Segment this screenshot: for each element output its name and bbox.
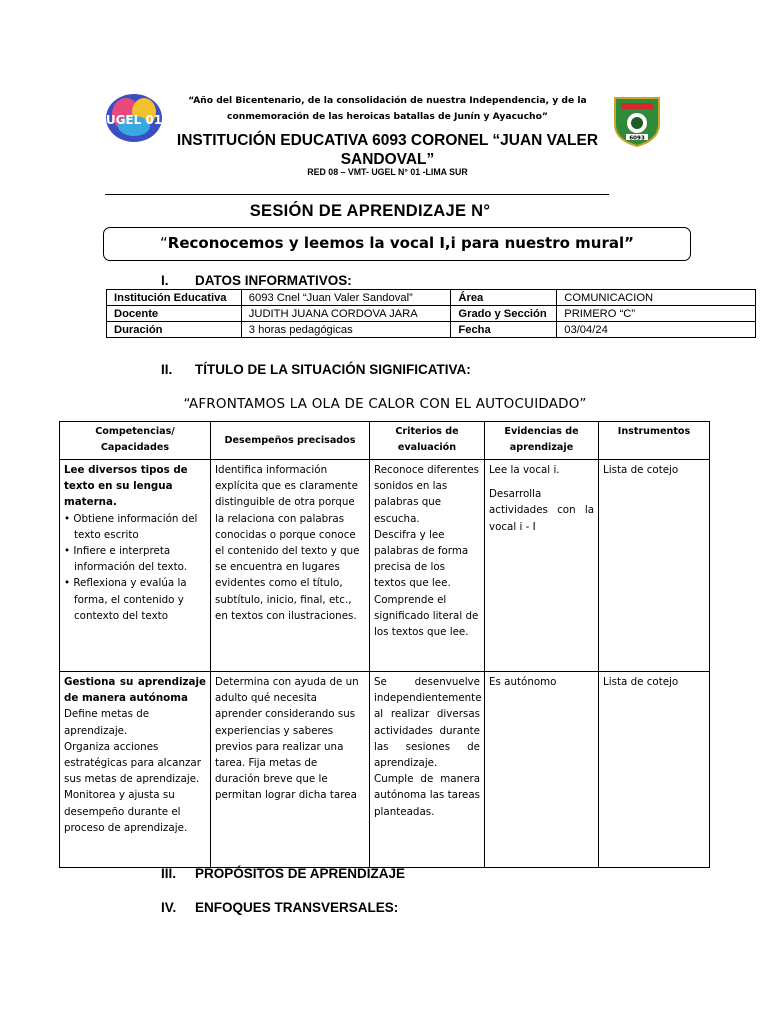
subtitle-text: Reconocemos y leemos la vocal I,i para nuestro mural” xyxy=(167,234,634,252)
info-label: Fecha xyxy=(451,322,557,338)
session-title: SESIÓN DE APRENDIZAJE N° xyxy=(249,202,491,220)
evidence-item: Lee la vocal i. xyxy=(489,464,560,476)
criterion-item: Comprende el significado literal de los textos que lee. xyxy=(374,593,479,639)
table-row xyxy=(107,322,756,338)
criterion-item: Reconoce diferentes sonidos en las palabras que escucha. xyxy=(374,464,480,525)
capacity-item: • Infiere e interpreta información del texto. xyxy=(64,545,188,574)
column-header: Criterios de evaluación xyxy=(370,422,485,460)
info-label: Docente xyxy=(107,306,242,322)
network-line: RED 08 – VMT- UGEL N° 01 -LIMA SUR xyxy=(307,167,468,177)
info-value: PRIMERO “C” xyxy=(557,306,756,322)
evidence-item: Desarrolla actividades con la vocal i - I xyxy=(489,488,594,533)
school-crest-logo xyxy=(612,94,662,148)
competencies-table xyxy=(59,421,710,868)
evidence-cell xyxy=(485,460,599,672)
capacity-item: • Obtiene información del texto escrito xyxy=(64,512,198,541)
instrument-cell: Lista de cotejo xyxy=(599,460,710,672)
section-titulo-situacion xyxy=(161,362,471,378)
section-propositos xyxy=(161,866,405,882)
section-number: III. xyxy=(161,866,177,881)
capacity-item: Monitorea y ajusta su desempeño durante el proceso de aprendizaje. xyxy=(64,789,188,834)
capacity-item: Organiza acciones estratégicas para alcanzar sus metas de aprendizaje. xyxy=(64,740,201,786)
competency-cell xyxy=(60,672,211,868)
evidence-cell xyxy=(485,672,599,868)
criteria-cell xyxy=(370,672,485,868)
situation-title: “AFRONTAMOS LA OLA DE CALOR CON EL AUTOCUIDADO” xyxy=(183,396,587,412)
criterion-item: Cumple de manera autónoma las tareas planteadas. xyxy=(374,773,480,818)
ugel-logo xyxy=(104,92,164,144)
section-number: I. xyxy=(161,273,169,288)
info-label: Institución Educativa xyxy=(107,290,242,306)
table-row xyxy=(60,460,710,672)
column-header: Desempeños precisados xyxy=(211,422,370,460)
performance-cell: Identifica información explícita que es claramente distinguible de otra porque la relaciona con palabras conocidas o porque conoce el contenido del texto y que se encuentra en lugares evidentes como el título, subtítulo, inicio, final, etc., en textos con ilustraciones. xyxy=(211,460,370,672)
column-header: Evidencias de aprendizaje xyxy=(485,422,599,460)
criterion-item: Descifra y lee palabras de forma precisa de los textos que lee. xyxy=(374,528,469,590)
evidence-item: Es autónomo xyxy=(489,676,557,688)
motto-line-2: conmemoración de las heroicas batallas de Junín y Ayacucho” xyxy=(227,111,548,122)
section-number: II. xyxy=(161,362,173,377)
competency-cell xyxy=(60,460,211,672)
section-datos-informativos xyxy=(161,273,352,289)
logo-right-text: 6093 xyxy=(629,135,645,142)
info-value: 6093 Cnel “Juan Valer Sandoval” xyxy=(241,290,451,306)
info-label: Duración xyxy=(107,322,242,338)
criterion-item: Se desenvuelve independientemente al realizar diversas actividades durante las sesiones de aprendizaje. xyxy=(374,676,482,770)
header-divider xyxy=(105,194,609,195)
info-value: COMUNICACION xyxy=(557,290,756,306)
info-table xyxy=(106,289,756,338)
section-number: IV. xyxy=(161,900,177,915)
section-label: PROPÓSITOS DE APRENDIZAJE xyxy=(195,866,406,881)
info-label: Área xyxy=(451,290,557,306)
section-label: ENFOQUES TRANSVERSALES: xyxy=(195,900,399,915)
motto-line-1: “Año del Bicentenario, de la consolidación de nuestra Independencia, y de la xyxy=(188,95,587,106)
table-row xyxy=(60,672,710,868)
section-enfoques xyxy=(161,900,398,916)
table-header-row xyxy=(60,422,710,460)
table-row xyxy=(107,306,756,322)
capacity-item: Define metas de aprendizaje. xyxy=(64,708,150,737)
table-row xyxy=(107,290,756,306)
info-label: Grado y Sección xyxy=(451,306,557,322)
institution-line-2: SANDOVAL” xyxy=(340,151,435,168)
section-label: DATOS INFORMATIVOS: xyxy=(195,273,352,288)
instrument-cell: Lista de cotejo xyxy=(599,672,710,868)
year-motto xyxy=(180,93,595,125)
session-subtitle xyxy=(103,234,691,252)
info-value: JUDITH JUANA CORDOVA JARA xyxy=(241,306,451,322)
info-value: 03/04/24 xyxy=(557,322,756,338)
column-header: Competencias/ Capacidades xyxy=(60,422,211,460)
institution-line-1: INSTITUCIÓN EDUCATIVA 6093 CORONEL “JUAN VALER xyxy=(176,132,599,149)
institution-name xyxy=(160,131,615,169)
section-label: TÍTULO DE LA SITUACIÓN SIGNIFICATIVA: xyxy=(195,362,471,377)
performance-cell: Determina con ayuda de un adulto qué necesita aprender considerando sus experiencias y saberes previos para realizar una tarea. Fija metas de duración breve que le permitan lograr dicha tarea xyxy=(211,672,370,868)
capacity-item: • Reflexiona y evalúa la forma, el contenido y contexto del texto xyxy=(64,577,187,622)
competency-title: Lee diversos tipos de texto en su lengua materna. xyxy=(64,464,188,509)
logo-left-text: UGEL 01 xyxy=(105,113,163,127)
competency-title: Gestiona su aprendizaje de manera autónoma xyxy=(64,676,206,705)
column-header: Instrumentos xyxy=(599,422,710,460)
info-value: 3 horas pedagógicas xyxy=(241,322,451,338)
criteria-cell xyxy=(370,460,485,672)
subtitle-open-quote: “ xyxy=(160,234,168,252)
